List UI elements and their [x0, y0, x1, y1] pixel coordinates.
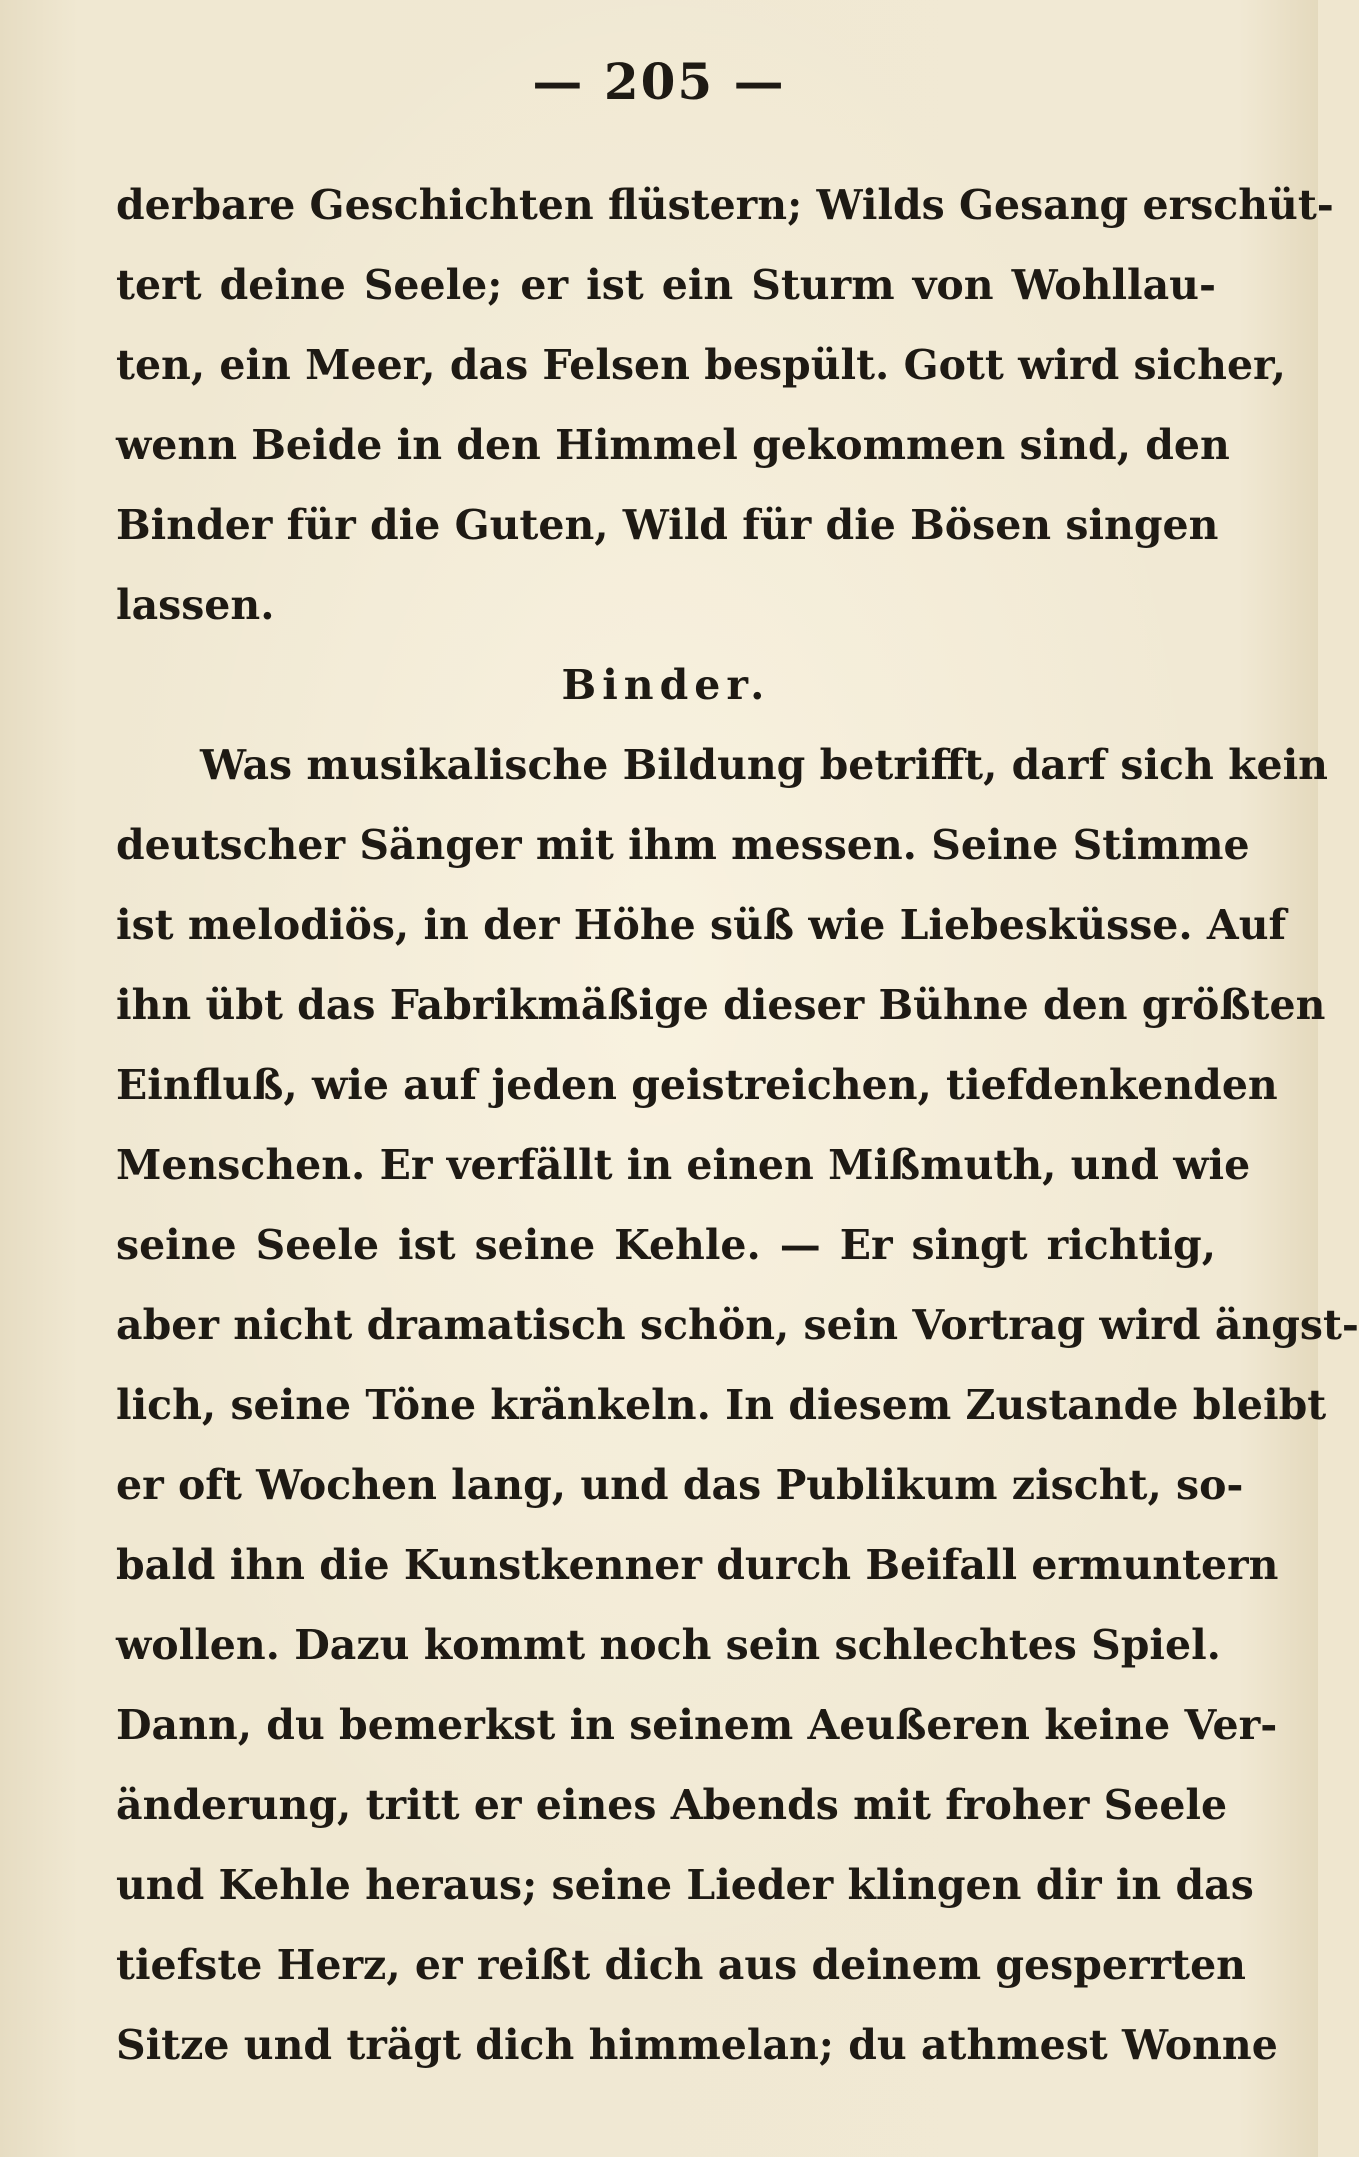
page-number: — 205 —	[532, 52, 786, 111]
text-line: Einfluß, wie auf jeden geistreichen, tiefdenkenden	[116, 1061, 1278, 1109]
text-line: Menschen. Er verfällt in einen Mißmuth, und wie	[116, 1141, 1251, 1189]
text-line: wollen. Dazu kommt noch sein schlechtes Spiel.	[116, 1621, 1221, 1669]
text-line: ist melodiös, in der Höhe süß wie Liebesküsse. Auf	[116, 901, 1287, 949]
text-line: bald ihn die Kunstkenner durch Beifall ermuntern	[116, 1541, 1279, 1589]
text-line: er oft Wochen lang, und das Publikum zischt, so-	[116, 1461, 1244, 1509]
text-line: seine Seele ist seine Kehle. — Er singt richtig,	[116, 1221, 1216, 1269]
text-line: aber nicht dramatisch schön, sein Vortrag wird ängst-	[116, 1301, 1359, 1349]
section-heading: Binder.	[561, 661, 771, 709]
text-line: derbare Geschichten flüstern; Wilds Gesang erschüt-	[116, 181, 1334, 229]
text-line: und Kehle heraus; seine Lieder klingen dir in das	[116, 1861, 1254, 1909]
text-line: lich, seine Töne kränkeln. In diesem Zustande bleibt	[116, 1381, 1327, 1429]
text-line: änderung, tritt er eines Abends mit froher Seele	[116, 1781, 1228, 1829]
text-line: ihn übt das Fabrikmäßige dieser Bühne den größten	[116, 981, 1326, 1029]
text-line: tert deine Seele; er ist ein Sturm von Wohllau-	[116, 261, 1216, 309]
text-line: Binder für die Guten, Wild für die Bösen singen	[116, 501, 1219, 549]
text-line: wenn Beide in den Himmel gekommen sind, den	[116, 421, 1230, 469]
text-line: deutscher Sänger mit ihm messen. Seine Stimme	[116, 821, 1250, 869]
body-text	[116, 165, 1359, 2085]
text-line: ten, ein Meer, das Felsen bespült. Gott wird sicher,	[116, 341, 1286, 389]
text-line: Was musikalische Bildung betrifft, darf sich kein	[200, 741, 1328, 789]
text-line: Dann, du bemerkst in seinem Aeußeren keine Ver-	[116, 1701, 1278, 1749]
text-line: tiefste Herz, er reißt dich aus deinem gesperrten	[116, 1941, 1246, 1989]
text-line: Sitze und trägt dich himmelan; du athmest Wonne	[116, 2021, 1278, 2069]
text-line: lassen.	[116, 581, 275, 629]
